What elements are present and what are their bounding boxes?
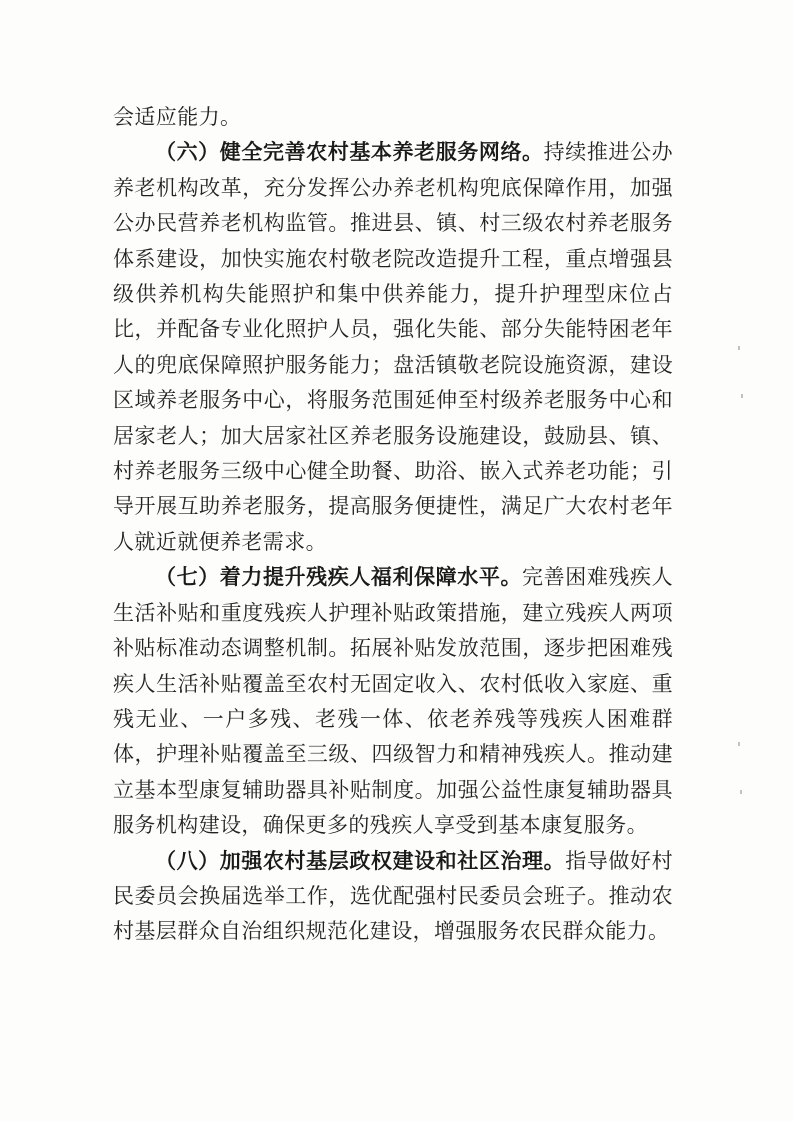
scan-speck	[738, 346, 740, 350]
paragraph-text: 会适应能力。	[113, 105, 242, 129]
document-body	[113, 100, 673, 950]
paragraph-section-7	[113, 560, 673, 843]
paragraph-section-6	[113, 135, 673, 560]
paragraph-text: 完善困难残疾人生活补贴和重度残疾人护理补贴政策措施，建立残疾人两项补贴标准动态调整机制。拓展补贴发放范围，逐步把困难残疾人生活补贴覆盖至农村无固定收入、农村低收入家庭、重残无业、一户多残、老残一体、依老养残等残疾人困难群体，护理补贴覆盖至三级、四级智力和精神残疾人。推动建立基本型康复辅助器具补贴制度。加强公益性康复辅助器具服务机构建设，确保更多的残疾人享受到基本康复服务。	[113, 565, 673, 838]
scan-speck	[738, 742, 740, 746]
paragraph-section-8	[113, 844, 673, 950]
paragraph-continuation	[113, 100, 673, 135]
paragraph-text: 持续推进公办养老机构改革，充分发挥公办养老机构兜底保障作用，加强公办民营养老机构监管。推进县、镇、村三级农村养老服务体系建设，加快实施农村敬老院改造提升工程，重点增强县级供养机构失能照护和集中供养能力，提升护理型床位占比，并配备专业化照护人员，强化失能、部分失能特困老年人的兜底保障照护服务能力；盘活镇敬老院设施资源，建设区域养老服务中心，将服务范围延伸至村级养老服务中心和居家老人；加大居家社区养老服务设施建设，鼓励县、镇、村养老服务三级中心健全助餐、助浴、嵌入式养老功能；引导开展互助养老服务，提高服务便捷性，满足广大农村老年人就近就便养老需求。	[113, 140, 673, 554]
scan-speck	[740, 790, 742, 794]
section-heading: （六）健全完善农村基本养老服务网络。	[155, 140, 544, 165]
section-heading: （七）着力提升残疾人福利保障水平。	[155, 565, 523, 590]
scan-speck	[741, 394, 743, 398]
paragraph-text: 指导做好村民委员会换届选举工作，选优配强村民委员会班子。推动农村基层群众自治组织规范化建设，增强服务农民群众能力。	[113, 848, 673, 944]
section-heading: （八）加强农村基层政权建设和社区治理。	[155, 848, 566, 873]
